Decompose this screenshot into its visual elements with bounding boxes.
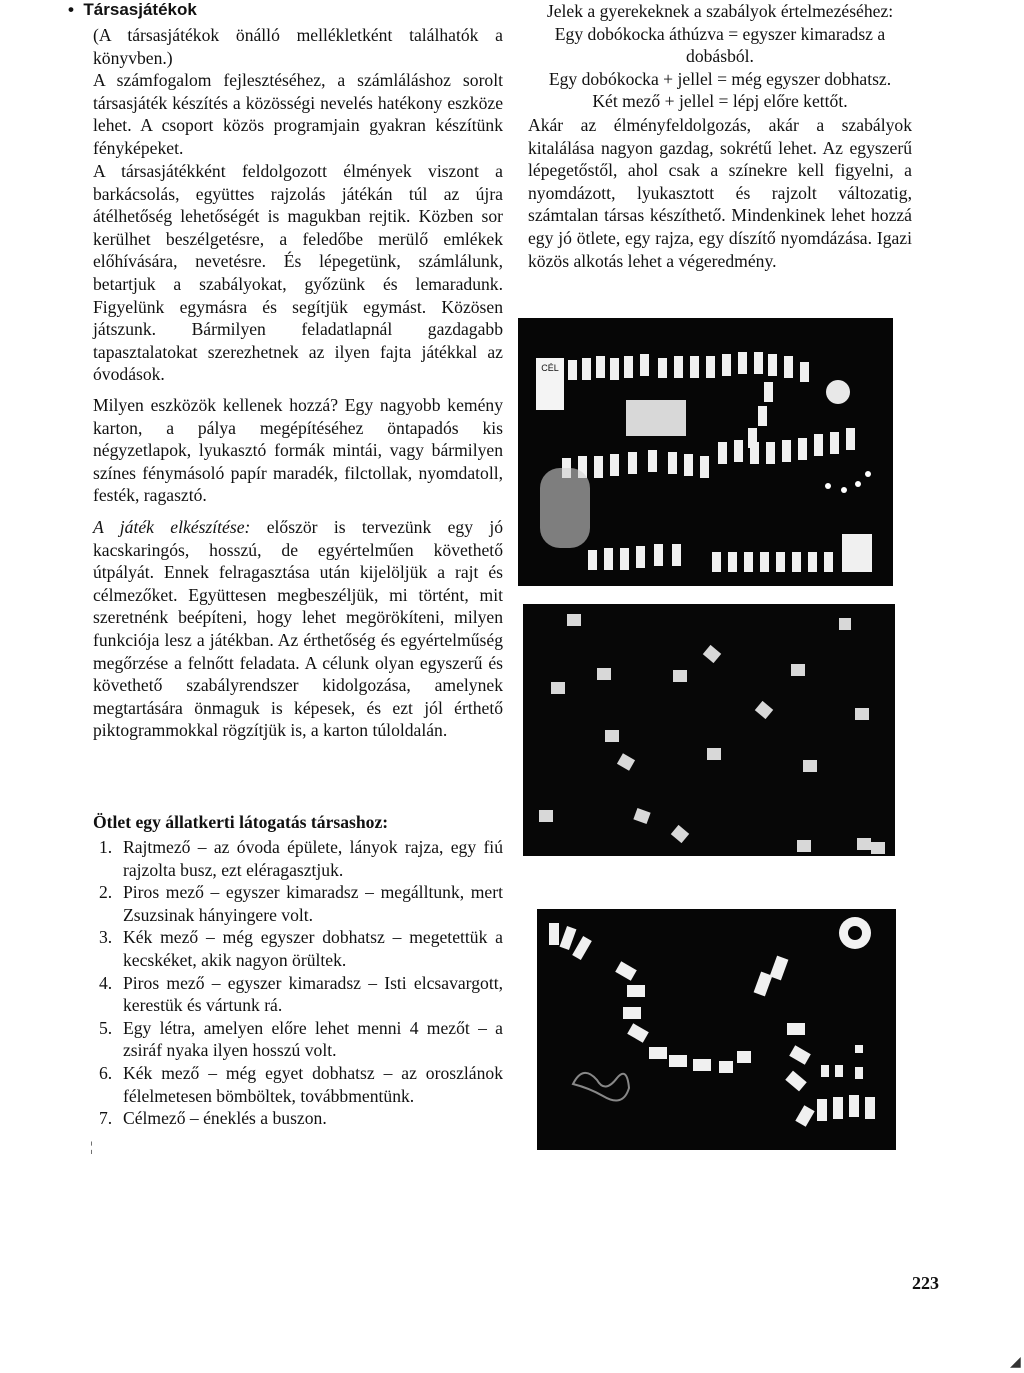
- paragraph-creativity: Akár az élményfeldolgozás, akár a szabályok kitalálása nagyon gazdag, sokrétű lehet. Az egyszerű lépegetőstől, ahol csak a színekre kell figyelni, a nyomdázott, lyukasztott és rajzolt változatig, számtalan társas készíthető. Mindenkinek lehet hozzá egy jó ötlete, egy rajza, egy díszítő nyomdázása. Igazi közös alkotás lehet a végeredmény.: [528, 115, 912, 271]
- paragraph-experiences: A társasjátékként feldolgozott élmények viszont a barkácsolás, együttes rajzolás játékán túl az újra átélhetőség lehetőségét is magukban rejtik. Közben sor kerülhet beszélgetésre, a feledőbe merülő emlékek előhívására, nevetésre. És lépegetünk, számlálunk, betartjuk a szabályokat, győzünk és lemaradunk. Figyelünk egymásra és segítjük egymást. Közösen játszunk. Bármilyen feladatlapnál gazdagabb tapasztalatokat szerezhetnek az ilyen fajta játékkal az óvodások.: [93, 161, 503, 385]
- rules-line: Két mező + jellel = lépj előre kettőt.: [592, 91, 848, 112]
- list-item: 4. Piros mező – egyszer kimaradsz – Isti elcsavargott, kerestük és vártunk rá.: [99, 972, 503, 1016]
- idea-list: [93, 836, 503, 1130]
- list-item: 5. Egy létra, amelyen előre lehet menni 4 mezőt – a zsiráf nyaka ilyen hosszú volt.: [99, 1017, 503, 1061]
- board-game-photo-1: [518, 318, 893, 586]
- list-item: 1. Rajtmező – az óvoda épülete, lányok rajza, egy fiú rajzolta busz, ezt eléragasztjuk.: [99, 837, 503, 880]
- paragraph-tools: Milyen eszközök kellenek hozzá? Egy nagyobb kemény karton, a pálya megépítéséhez öntapadós kis négyzetlapok, lyukasztó formák mintái, vagy bármilyen színes fénymásoló papír maradék, filctollak, nyomdatoll, festék, ragasztó.: [93, 395, 503, 506]
- margin-mark: ¦: [90, 1140, 93, 1155]
- bullet-title: [68, 0, 197, 20]
- bullet-dot: •: [68, 0, 74, 19]
- list-item: 3. Kék mező – még egyszer dobhatsz – megetettük a kecskéket, akik nagyon örültek.: [99, 927, 503, 970]
- paragraph-intro: (A társasjátékok önálló mellékletként találhatók a könyvben.): [93, 25, 503, 68]
- goal-label: CÉL: [541, 363, 559, 373]
- rules-line: Egy dobókocka + jellel = még egyszer dobhatsz.: [548, 68, 892, 89]
- rules-paragraph: [528, 0, 912, 113]
- paragraph-making: [93, 516, 503, 742]
- rules-line: Jelek a gyerekeknek a szabályok értelmezéséhez:: [546, 1, 894, 21]
- margin-mark: ◢: [1010, 1355, 1021, 1370]
- section-title: Társasjátékok: [83, 0, 197, 19]
- list-item: 2. Piros mező – egyszer kimaradsz – megálltunk, mert Zsuzsinak hányingere volt.: [99, 882, 503, 925]
- list-item: 6. Kék mező – még egyet dobhatsz – az oroszlánok félelmetesen bömböltek, továbbmentünk.: [99, 1062, 503, 1106]
- list-item: 7. Célmező – éneklés a buszon.: [99, 1108, 327, 1129]
- board-game-photo-3: [537, 909, 896, 1150]
- page-number: 223: [912, 1273, 939, 1293]
- list-title: Ötlet egy állatkerti látogatás társashoz:: [93, 812, 389, 832]
- rules-line: Egy dobókocka áthúzva = egyszer kimaradsz a dobásból.: [554, 23, 886, 67]
- paragraph-number-concept: A számfogalom fejlesztéséhez, a számláláshoz sorolt társasjáték készítés a közösségi nevelés hatékony eszköze lehet. A csoport közös programjain gyakran készítünk fényképeket.: [93, 70, 503, 158]
- board-game-photo-2: [523, 604, 895, 856]
- making-label: A játék elkészítése:: [93, 517, 251, 537]
- making-text: először is tervezünk egy jó kacskaringós, hosszú, de egyértelműen követhető útpályát. Ennek felragasztása után kijelöljük a rajt és célmezőket. Együttesen megbeszéljük, mi történt, mit szeretnénk beépíteni, hogy lehet megörökíteni, milyen funkciója lesz a játékban. Az érthetőség és egyértelműség megőrzése a felnőtt feladata. A célunk olyan egyszerű és követhető szabályrendszer kidolgozása, amelynek megtartására önmaguk is képesek, és ezt jól érthető piktogrammokkal rögzítjük is, a karton túloldalán.: [93, 517, 504, 741]
